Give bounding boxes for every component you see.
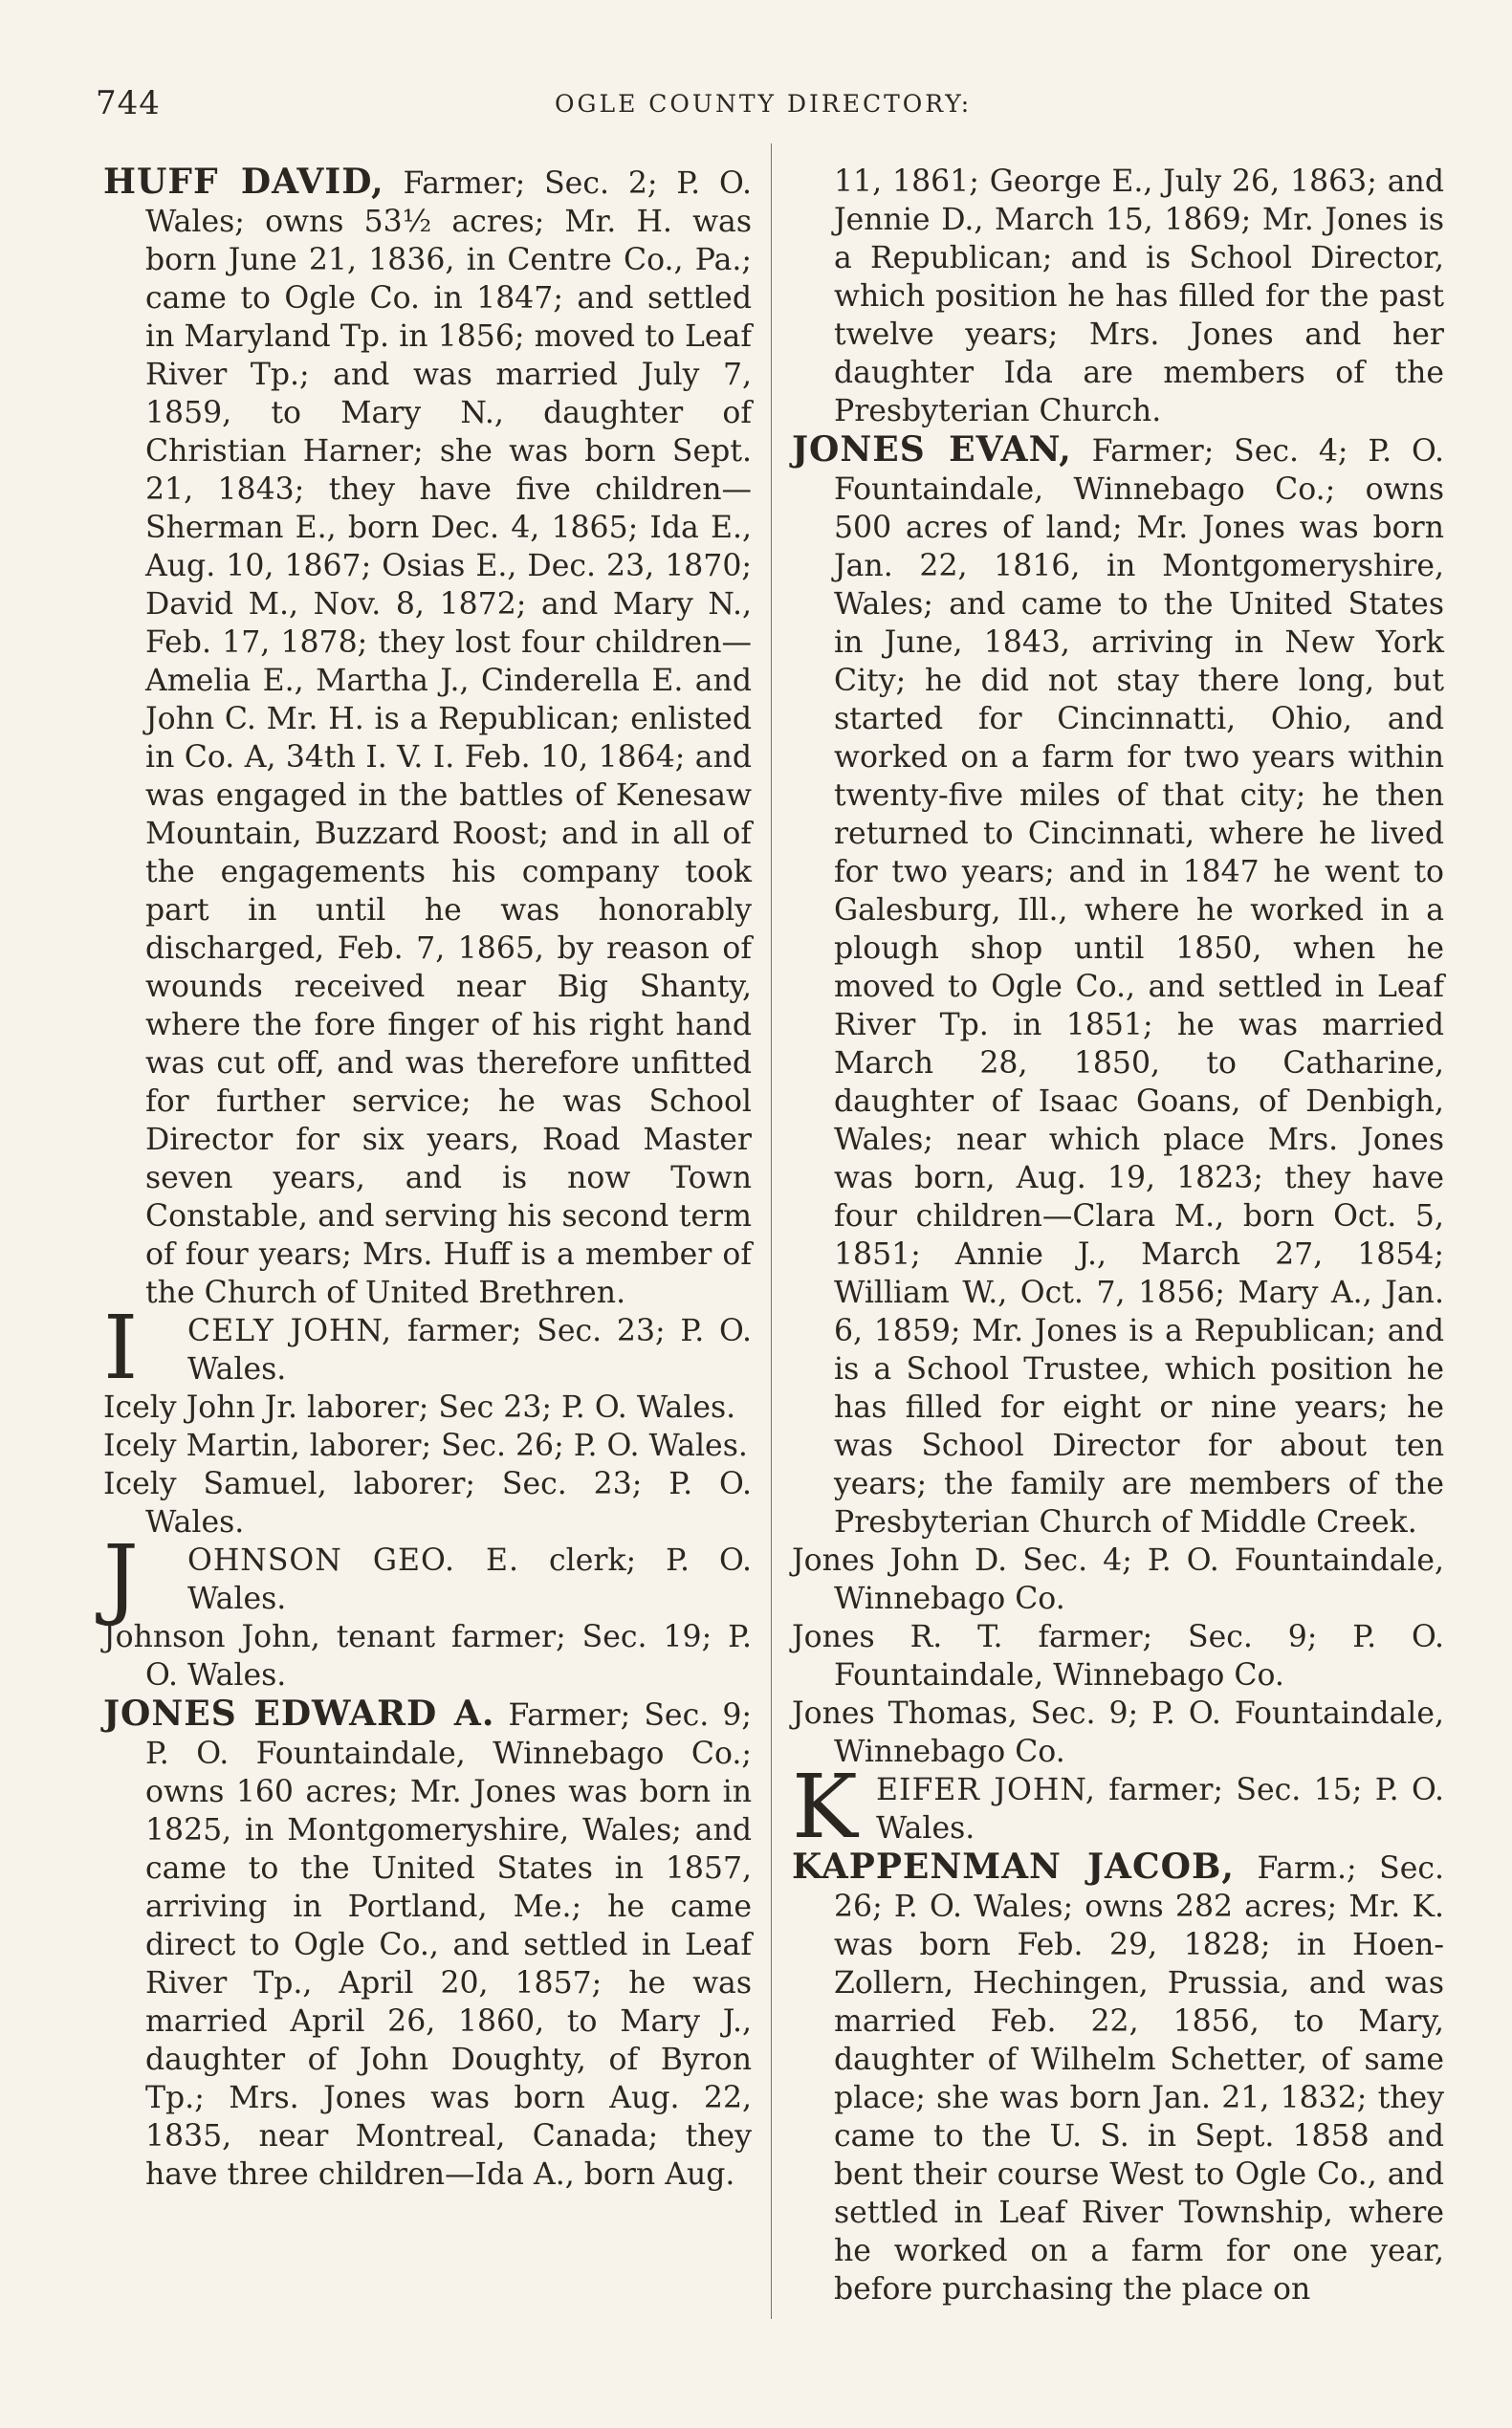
entry-huff-david xyxy=(103,163,752,1312)
entry-kappenman-jacob xyxy=(792,1848,1444,2308)
entry-icely-martin: Icely Martin, laborer; Sec. 26; P. O. Wales. xyxy=(103,1429,748,1463)
drop-cap: J xyxy=(103,1526,139,1629)
entry-text: clerk; P. O. Wales. xyxy=(187,1543,752,1616)
entry-text: Farmer; Sec. 9; P. O. Fountaindale, Winnebago Co.; owns 160 acres; Mr. Jones was born in 1825, in Montgomeryshire, Wales; and came to the United States in 1857, arriving in Portland, Me.; he came direct to Ogle Co., and settled in Leaf River Tp., April 20, 1857; he was married April 26, 1860, to Mary J., daughter of John Doughty, of Byron Tp.; Mrs. Jones was born Aug. 22, 1835, near Montreal, Canada; they have three children—Ida A., born Aug. xyxy=(145,1698,753,2192)
page-number: 744 xyxy=(96,84,161,122)
entry-jones-edward-continued: 11, 1861; George E., July 26, 1863; and Jennie D., March 15, 1869; Mr. Jones is a Republican; and is School Director, which position he has filled for the past twelve years; Mrs. Jones and her daughter Ida are members of the Presbyterian Church. xyxy=(834,164,1444,428)
entry-text: Farmer; Sec. 2; P. O. Wales; owns 53½ acres; Mr. H. was born June 21, 1836, in Centre Co., Pa.; came to Ogle Co. in 1847; and settled in Maryland Tp. in 1856; moved to Leaf River Tp.; and was married July 7, 1859, to Mary N., daughter of Christian Harner; she was born Sept. 21, 1843; they have five children—Sherman E., born Dec. 4, 1865; Ida E., Aug. 10, 1867; Osias E., Dec. 23, 1870; David M., Nov. 8, 1872; and Mary N., Feb. 17, 1878; they lost four children—Amelia E., Martha J., Cinderella E. and John C. Mr. H. is a Republican; enlisted in Co. A, 34th I. V. I. Feb. 10, 1864; and was engaged in the battles of Kenesaw Mountain, Buzzard Roost; and in all of the engagements his company took part in until he was honorably discharged, Feb. 7, 1865, by reason of wounds received near Big Shanty, where the fore finger of his right hand was cut off, and was therefore unfitted for further service; he was School Director for six years, Road Master seven years, and is now Town Constable, and serving his second term of four years; Mrs. Huff is a member of the Church of United Brethren. xyxy=(145,166,752,1310)
entry-text: farmer; Sec. 15; P. O. Wales. xyxy=(876,1773,1444,1846)
entry-icely-john-jr: Icely John Jr. laborer; Sec 23; P. O. Wales. xyxy=(103,1390,736,1425)
entry-jones-thomas: Jones Thomas, Sec. 9; P. O. Fountaindale, Winnebago Co. xyxy=(792,1696,1444,1769)
entry-name: KAPPENMAN JACOB, xyxy=(792,1847,1235,1887)
drop-cap: K xyxy=(792,1756,858,1858)
entry-johnson-geo xyxy=(103,1526,752,1629)
entry-johnson-john: Johnson John, tenant farmer; Sec. 19; P. O. Wales. xyxy=(103,1620,752,1693)
entry-name: HUFF DAVID, xyxy=(103,162,384,202)
entry-name: JONES EDWARD A. xyxy=(103,1694,495,1734)
right-column xyxy=(792,163,1444,2308)
page-header xyxy=(96,84,1435,122)
left-column xyxy=(103,163,752,2194)
column-divider xyxy=(771,143,772,2319)
entry-icely-john xyxy=(103,1297,752,1399)
entry-name: CELY JOHN, xyxy=(187,1314,393,1348)
entry-icely-samuel: Icely Samuel, laborer; Sec. 23; P. O. Wales. xyxy=(103,1467,752,1540)
entry-jones-john-d: Jones John D. Sec. 4; P. O. Fountaindale, Winnebago Co. xyxy=(792,1543,1444,1616)
entry-text: Farmer; Sec. 4; P. O. Fountaindale, Winnebago Co.; owns 500 acres of land; Mr. Jones was born Jan. 22, 1816, in Montgomeryshire, Wales; and came to the United States in June, 1843, arriving in New York City; he did not stay there long, but started for Cincinnatti, Ohio, and worked on a farm for two years within twenty-five miles of that city; he then returned to Cincinnati, where he lived for two years; and in 1847 he went to Galesburg, Ill., where he worked in a plough shop until 1850, when he moved to Ogle Co., and settled in Leaf River Tp. in 1851; he was married March 28, 1850, to Catharine, daughter of Isaac Goans, of Denbigh, Wales; near which place Mrs. Jones was born, Aug. 19, 1823; they have four children—Clara M., born Oct. 5, 1851; Annie J., March 27, 1854; William W., Oct. 7, 1856; Mary A., Jan. 6, 1859; Mr. Jones is a Republican; and is a School Trustee, which position he has filled for eight or nine years; he was School Director for about ten years; the family are members of the Presbyterian Church of Middle Creek. xyxy=(834,434,1444,1540)
drop-cap: I xyxy=(103,1297,139,1399)
entry-name: OHNSON GEO. E. xyxy=(187,1543,520,1578)
entry-jones-edward xyxy=(103,1695,752,2194)
entry-name: EIFER JOHN, xyxy=(876,1773,1096,1807)
entry-jones-evan xyxy=(792,430,1444,1542)
entry-text: farmer; Sec. 23; P. O. Wales. xyxy=(187,1314,752,1387)
running-head: OGLE COUNTY DIRECTORY: xyxy=(555,90,973,118)
entry-name: JONES EVAN, xyxy=(792,429,1072,470)
entry-jones-rt: Jones R. T. farmer; Sec. 9; P. O. Fountaindale, Winnebago Co. xyxy=(792,1620,1444,1693)
entry-keifer-john xyxy=(792,1756,1444,1858)
entry-text: Farm.; Sec. 26; P. O. Wales; owns 282 acres; Mr. K. was born Feb. 29, 1828; in Hoen-Zollern, Hechingen, Prussia, and was married Feb. 22, 1856, to Mary, daughter of Wilhelm Schetter, of same place; she was born Jan. 21, 1832; they came to the U. S. in Sept. 1858 and bent their course West to Ogle Co., and settled in Leaf River Township, where he worked on a farm for one year, before purchasing the place on xyxy=(834,1851,1444,2307)
